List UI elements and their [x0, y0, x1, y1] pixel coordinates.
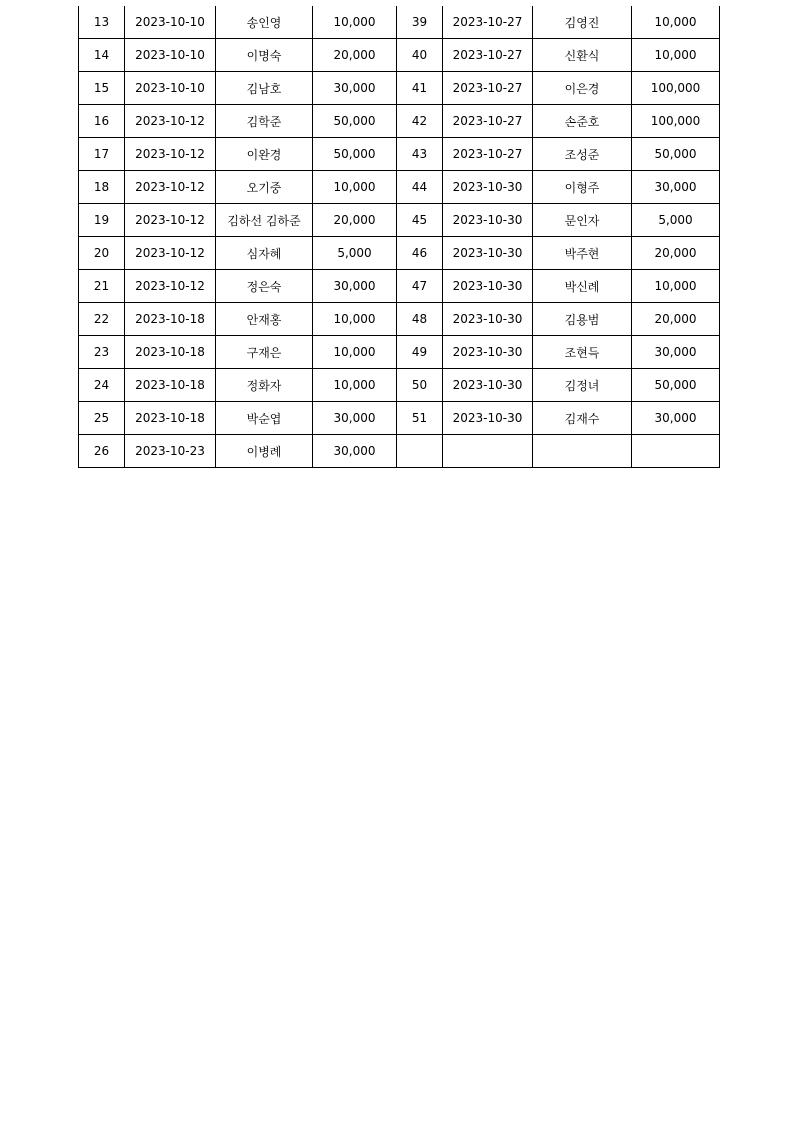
donor-name: 이병례 — [216, 435, 313, 468]
donor-name: 조현득 — [533, 336, 632, 369]
entry-number: 18 — [79, 171, 125, 204]
entry-number: 47 — [397, 270, 443, 303]
donation-amount: 10,000 — [632, 270, 720, 303]
donation-amount: 20,000 — [313, 39, 397, 72]
donation-amount: 10,000 — [313, 336, 397, 369]
entry-date: 2023-10-12 — [125, 204, 216, 237]
donation-amount: 10,000 — [313, 303, 397, 336]
entry-date: 2023-10-30 — [443, 402, 533, 435]
donor-name: 김재수 — [533, 402, 632, 435]
donation-amount: 30,000 — [313, 72, 397, 105]
entry-number: 39 — [397, 6, 443, 39]
entry-date: 2023-10-10 — [125, 72, 216, 105]
entry-date: 2023-10-27 — [443, 72, 533, 105]
donor-name: 김남호 — [216, 72, 313, 105]
entry-number: 17 — [79, 138, 125, 171]
donor-name — [533, 435, 632, 468]
entry-date: 2023-10-18 — [125, 303, 216, 336]
donation-amount: 50,000 — [313, 138, 397, 171]
donation-amount: 5,000 — [313, 237, 397, 270]
donor-name: 정화자 — [216, 369, 313, 402]
entry-date: 2023-10-30 — [443, 303, 533, 336]
entry-date: 2023-10-27 — [443, 6, 533, 39]
entry-date: 2023-10-27 — [443, 105, 533, 138]
entry-number: 41 — [397, 72, 443, 105]
donor-name: 신환식 — [533, 39, 632, 72]
donor-name: 박신례 — [533, 270, 632, 303]
donation-amount: 100,000 — [632, 105, 720, 138]
donation-amount: 10,000 — [313, 171, 397, 204]
entry-number: 15 — [79, 72, 125, 105]
donor-name: 심자혜 — [216, 237, 313, 270]
donor-name: 문인자 — [533, 204, 632, 237]
entry-date: 2023-10-23 — [125, 435, 216, 468]
entry-number: 16 — [79, 105, 125, 138]
entry-number — [397, 435, 443, 468]
entry-number: 23 — [79, 336, 125, 369]
table-row — [79, 6, 720, 39]
table-row — [79, 369, 720, 402]
table-row — [79, 336, 720, 369]
entry-date: 2023-10-27 — [443, 138, 533, 171]
entry-date: 2023-10-12 — [125, 138, 216, 171]
entry-number: 44 — [397, 171, 443, 204]
entry-date: 2023-10-30 — [443, 369, 533, 402]
donor-name: 오기중 — [216, 171, 313, 204]
entry-number: 50 — [397, 369, 443, 402]
entry-date: 2023-10-30 — [443, 237, 533, 270]
entry-number: 22 — [79, 303, 125, 336]
table-row — [79, 105, 720, 138]
donation-amount: 5,000 — [632, 204, 720, 237]
donor-name: 안재홍 — [216, 303, 313, 336]
entry-date: 2023-10-12 — [125, 237, 216, 270]
entry-date: 2023-10-27 — [443, 39, 533, 72]
donor-name: 송인영 — [216, 6, 313, 39]
entry-date: 2023-10-12 — [125, 171, 216, 204]
entry-number: 24 — [79, 369, 125, 402]
donor-name: 조성준 — [533, 138, 632, 171]
entry-number: 51 — [397, 402, 443, 435]
donation-amount: 30,000 — [632, 402, 720, 435]
entry-number: 20 — [79, 237, 125, 270]
entry-date: 2023-10-30 — [443, 171, 533, 204]
donor-name: 이은경 — [533, 72, 632, 105]
donation-amount: 50,000 — [313, 105, 397, 138]
table-row — [79, 402, 720, 435]
donation-amount: 20,000 — [632, 303, 720, 336]
entry-date: 2023-10-30 — [443, 270, 533, 303]
donation-amount: 50,000 — [632, 369, 720, 402]
donor-name: 박순엽 — [216, 402, 313, 435]
donor-name: 김영진 — [533, 6, 632, 39]
table-row — [79, 72, 720, 105]
donor-name: 김학준 — [216, 105, 313, 138]
entry-date: 2023-10-10 — [125, 39, 216, 72]
donation-amount: 10,000 — [313, 369, 397, 402]
table-row — [79, 270, 720, 303]
donation-amount: 30,000 — [313, 402, 397, 435]
donor-name: 구재은 — [216, 336, 313, 369]
entry-number: 49 — [397, 336, 443, 369]
donation-amount: 30,000 — [313, 435, 397, 468]
entry-number: 25 — [79, 402, 125, 435]
table-row — [79, 303, 720, 336]
table-row — [79, 138, 720, 171]
table-row — [79, 171, 720, 204]
donation-amount: 100,000 — [632, 72, 720, 105]
table-row — [79, 39, 720, 72]
entry-date: 2023-10-18 — [125, 336, 216, 369]
entry-number: 43 — [397, 138, 443, 171]
donation-amount: 20,000 — [313, 204, 397, 237]
entry-date: 2023-10-18 — [125, 369, 216, 402]
donation-table — [78, 6, 720, 468]
entry-date — [443, 435, 533, 468]
entry-number: 26 — [79, 435, 125, 468]
donor-name: 이완경 — [216, 138, 313, 171]
entry-number: 13 — [79, 6, 125, 39]
donation-amount: 30,000 — [632, 171, 720, 204]
entry-number: 21 — [79, 270, 125, 303]
donor-name: 김정녀 — [533, 369, 632, 402]
entry-number: 42 — [397, 105, 443, 138]
donation-amount: 30,000 — [632, 336, 720, 369]
donation-amount: 10,000 — [632, 6, 720, 39]
entry-date: 2023-10-12 — [125, 105, 216, 138]
entry-date: 2023-10-12 — [125, 270, 216, 303]
donor-name: 정은숙 — [216, 270, 313, 303]
entry-date: 2023-10-18 — [125, 402, 216, 435]
donor-name: 박주현 — [533, 237, 632, 270]
donor-name: 김하선 김하준 — [216, 204, 313, 237]
donation-amount: 10,000 — [632, 39, 720, 72]
donor-name: 이명숙 — [216, 39, 313, 72]
donation-amount: 10,000 — [313, 6, 397, 39]
donation-amount: 20,000 — [632, 237, 720, 270]
entry-date: 2023-10-30 — [443, 336, 533, 369]
entry-number: 40 — [397, 39, 443, 72]
entry-number: 45 — [397, 204, 443, 237]
donor-name: 손준호 — [533, 105, 632, 138]
entry-date: 2023-10-30 — [443, 204, 533, 237]
entry-number: 19 — [79, 204, 125, 237]
donation-amount: 50,000 — [632, 138, 720, 171]
entry-number: 14 — [79, 39, 125, 72]
entry-date: 2023-10-10 — [125, 6, 216, 39]
entry-number: 48 — [397, 303, 443, 336]
donor-name: 김용범 — [533, 303, 632, 336]
table-row — [79, 435, 720, 468]
table-row — [79, 237, 720, 270]
entry-number: 46 — [397, 237, 443, 270]
donation-amount — [632, 435, 720, 468]
table-row — [79, 204, 720, 237]
donation-amount: 30,000 — [313, 270, 397, 303]
donor-name: 이형주 — [533, 171, 632, 204]
